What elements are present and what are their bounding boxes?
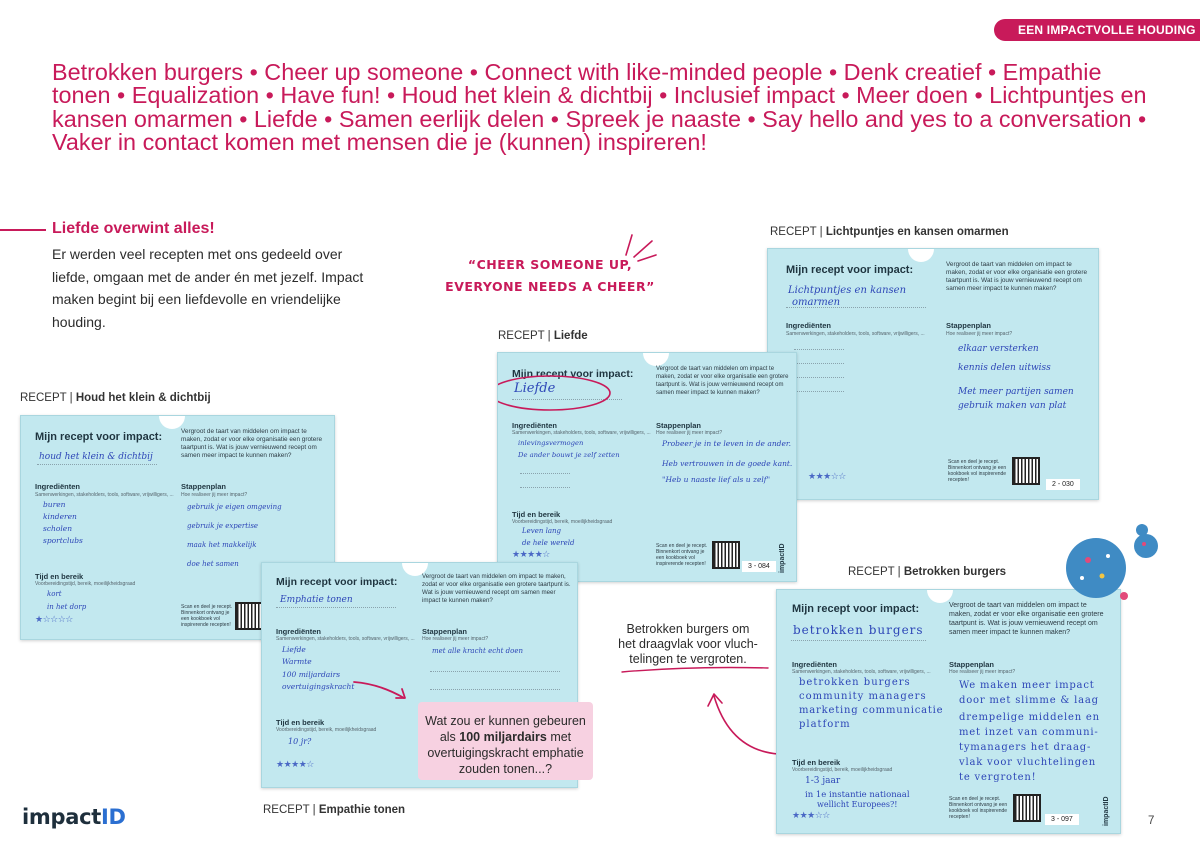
card-title-handwritten: betrokken burgers <box>793 623 924 637</box>
reach-time: Leven lang <box>522 527 562 535</box>
reach-time: 1-3 jaar <box>805 776 841 786</box>
qr-code-icon <box>1012 457 1040 485</box>
steps-subheading: Hoe realiseer jij meer impact? <box>181 492 248 498</box>
card-description: Vergroot de taart van middelen om impact te maken, zodat er voor elke organisatie een grotere taartpunt is. Wat is jouw vernieuwend recept om samen meer impact te kunnen maken? <box>949 602 1104 636</box>
recipe-card-burgers <box>776 589 1121 834</box>
step-7: te vergroten! <box>959 772 1037 783</box>
ingredient-3: scholen <box>43 524 73 533</box>
scan-text: Scan en deel je recept. Binnenkort ontvang je een kookboek vol inspirerende recepten! <box>949 796 1008 820</box>
difficulty-stars: ★☆☆☆☆ <box>35 614 73 624</box>
reach-area: in 1e instantie nationaal <box>805 790 910 800</box>
steps-subheading: Hoe realiseer jij meer impact? <box>946 331 1013 337</box>
card-description: Vergroot de taart van middelen om impact te maken, zodat er voor elke organisatie een grotere taartpunt is. Wat is jouw vernieuwend recept om samen meer impact te kunnen maken? <box>946 261 1088 292</box>
section-title: Liefde overwint alles! <box>52 220 215 237</box>
card-heading: Mijn recept voor impact: <box>276 576 398 588</box>
side-note: Betrokken burgers om het draagvlak voor vluch-telingen te vergroten. <box>618 622 758 666</box>
card-label-burgers: RECEPT | Betrokken burgers <box>848 566 1007 578</box>
ingredient-1: inlevingsvermogen <box>518 439 584 447</box>
card-description: Vergroot de taart van middelen om impact te maken, zodat er voor elke organisatie een grotere taartpunt is. Wat is jouw vernieuwend recept om samen meer impact te kunnen maken? <box>181 428 323 459</box>
difficulty-stars: ★★★★☆ <box>512 549 550 559</box>
qr-code-icon <box>235 602 263 630</box>
recipe-code: 3 - 084 <box>742 561 776 572</box>
section-rule <box>0 229 46 231</box>
ingredient-3: marketing communicatie <box>799 705 944 716</box>
ingredient-4: platform <box>799 719 851 730</box>
curved-arrow-icon <box>700 688 780 758</box>
card-title-handwritten: houd het klein & dichtbij <box>39 452 153 462</box>
intro-keywords: Betrokken burgers • Cheer up someone • Connect with like-minded people • Denk creatief • Empathie tonen • Equalization • Have fun! • Houd het klein & dichtbij • Inclusief impact • Meer doen • Lichtpuntjes en kansen omarmen • Liefde • Samen eerlijk delen • Spreek je naaste • Say hello and yes to a conversation • Vaker in contact komen met mensen die je (kunnen) inspireren! <box>52 59 1147 155</box>
step-1: met alle kracht echt doen <box>432 647 524 655</box>
card-heading: Mijn recept voor impact: <box>786 264 914 276</box>
card-label-liefde: RECEPT | Liefde <box>498 330 588 342</box>
ingredient-2: Warmte <box>282 657 312 666</box>
scan-text: Scan en deel je recept. Binnenkort ontvang je een kookboek vol inspirerende recepten! <box>656 543 708 567</box>
reach-subheading: Voorbereidingstijd, bereik, moeilijkheidsgraad <box>35 581 136 587</box>
reach-subheading: Voorbereidingstijd, bereik, moeilijkheidsgraad <box>276 727 377 733</box>
ingredients-subheading: Samenwerkingen, stakeholders, tools, software, vrijwilligers, ... <box>512 430 651 436</box>
step-1: Probeer je in te leven in de ander. <box>662 439 792 448</box>
step-1: We maken meer impact <box>959 680 1095 691</box>
reach-subheading: Voorbereidingstijd, bereik, moeilijkheidsgraad <box>792 767 893 773</box>
step-6: vlak voor vluchtelingen <box>959 757 1096 768</box>
recipe-card-licht <box>767 248 1099 500</box>
card-description: Vergroot de taart van middelen om impact te maken, zodat er voor elke organisatie een grotere taartpunt is. Wat is jouw vernieuwend recept om samen meer impact te kunnen maken? <box>422 573 571 604</box>
step-3: "Heb u naaste lief als u zelf" <box>662 475 771 484</box>
card-title-line-2: omarmen <box>792 297 841 308</box>
reach-area: de hele wereld <box>522 539 575 547</box>
step-3: maak het makkelijk <box>187 541 257 549</box>
ingredient-1: betrokken burgers <box>799 677 911 688</box>
step-4: met inzet van communi- <box>959 727 1099 738</box>
impactid-logo: impactID <box>22 805 126 829</box>
quote-line-2: EVERYONE NEEDS A CHEER” <box>445 279 655 294</box>
ingredient-3: 100 miljardairs <box>282 670 341 679</box>
reach-heading: Tijd en bereik <box>792 758 841 767</box>
difficulty-stars: ★★★★☆ <box>276 759 314 769</box>
ingredients-subheading: Samenwerkingen, stakeholders, tools, software, vrijwilligers, ... <box>792 669 931 675</box>
ingredients-heading: Ingrediënten <box>35 482 81 491</box>
card-description: Vergroot de taart van middelen om impact te maken, zodat er voor elke organisatie een grotere taartpunt is. Wat is jouw vernieuwend recept om samen meer impact te kunnen maken? <box>656 366 789 396</box>
ingredients-subheading: Samenwerkingen, stakeholders, tools, software, vrijwilligers, ... <box>786 331 925 337</box>
side-logo: impactID <box>779 543 786 573</box>
decorative-dots-icon <box>1062 520 1182 610</box>
reach-area-note: wellicht Europees?! <box>817 800 898 809</box>
card-label-licht: RECEPT | Lichtpuntjes en kansen omarmen <box>770 226 1009 238</box>
steps-subheading: Hoe realiseer jij meer impact? <box>949 669 1016 675</box>
step-1: elkaar versterken <box>958 344 1039 354</box>
recipe-code: 3 - 097 <box>1045 814 1079 825</box>
card-label-empathie: RECEPT | Empathie tonen <box>263 804 406 816</box>
qr-code-icon <box>712 541 740 569</box>
card-heading: Mijn recept voor impact: <box>792 603 920 615</box>
step-2: gebruik je expertise <box>187 522 259 530</box>
step-3: drempelige middelen en <box>959 712 1100 723</box>
ingredients-heading: Ingrediënten <box>792 660 838 669</box>
card-heading: Mijn recept voor impact: <box>35 431 163 443</box>
step-2: door met slimme & laag <box>959 695 1099 706</box>
side-logo: impactID <box>1103 796 1110 826</box>
ingredient-2: kinderen <box>43 512 77 521</box>
ingredient-4: sportclubs <box>43 536 83 545</box>
card-title-handwritten: Emphatie tonen <box>280 595 353 605</box>
sparkle-icon <box>618 225 658 265</box>
ingredient-4: overtuigingskracht <box>282 682 355 691</box>
steps-heading: Stappenplan <box>949 660 995 669</box>
ingredient-1: Liefde <box>282 645 306 654</box>
step-1: gebruik je eigen omgeving <box>187 503 282 511</box>
card-heading: Mijn recept voor impact: <box>512 368 634 380</box>
reach-heading: Tijd en bereik <box>35 572 84 581</box>
step-3: Met meer partijen samen <box>958 387 1074 397</box>
card-title-line-1: Lichtpuntjes en kansen <box>788 285 907 296</box>
highlight-circle-icon <box>497 369 614 413</box>
arrow-icon <box>352 676 412 702</box>
section-body: Er werden veel recepten met ons gedeeld over liefde, omgaan met de ander én met jezelf. Impact maken begint bij een liefdevolle en vriendelijke houding. <box>52 246 364 330</box>
reach-heading: Tijd en bereik <box>512 510 561 519</box>
underline-icon <box>620 664 770 674</box>
card-title-handwritten: Liefde <box>514 381 556 396</box>
steps-heading: Stappenplan <box>181 482 227 491</box>
recipe-card-liefde <box>497 352 797 582</box>
ingredient-2: De ander bouwt je zelf zetten <box>518 451 620 459</box>
qr-code-icon <box>1013 794 1041 822</box>
steps-subheading: Hoe realiseer jij meer impact? <box>656 430 723 436</box>
ingredients-heading: Ingrediënten <box>276 627 322 636</box>
step-2: Heb vertrouwen in de goede kant. <box>662 459 793 468</box>
reach-time: 10 jr? <box>288 737 312 746</box>
reach-area: in het dorp <box>47 603 87 611</box>
scan-text: Scan en deel je recept. Binnenkort ontvang je een kookboek vol inspirerende recepten! <box>948 459 1007 483</box>
ingredient-1: buren <box>43 500 66 509</box>
ingredients-subheading: Samenwerkingen, stakeholders, tools, software, vrijwilligers, ... <box>35 492 174 498</box>
difficulty-stars: ★★★☆☆ <box>792 810 830 820</box>
ingredients-heading: Ingrediënten <box>786 321 832 330</box>
ingredients-heading: Ingrediënten <box>512 421 558 430</box>
reach-heading: Tijd en bereik <box>276 718 325 727</box>
step-5: tymanagers het draag- <box>959 742 1092 753</box>
steps-subheading: Hoe realiseer jij meer impact? <box>422 636 489 642</box>
steps-heading: Stappenplan <box>946 321 992 330</box>
ingredients-subheading: Samenwerkingen, stakeholders, tools, software, vrijwilligers, ... <box>276 636 415 642</box>
step-2: kennis delen uitwiss <box>958 363 1051 373</box>
step-4: doe het samen <box>187 560 239 568</box>
recipe-code: 2 - 030 <box>1046 479 1080 490</box>
difficulty-stars: ★★★☆☆ <box>808 471 846 481</box>
scan-text: Scan en deel je recept. Binnenkort ontvang je een kookboek vol inspirerende recepten! <box>181 604 233 628</box>
reach-subheading: Voorbereidingstijd, bereik, moeilijkheidsgraad <box>512 519 613 525</box>
steps-heading: Stappenplan <box>656 421 702 430</box>
card-label-houd: RECEPT | Houd het klein & dichtbij <box>20 392 211 404</box>
steps-heading: Stappenplan <box>422 627 468 636</box>
section-tag: EEN IMPACTVOLLE HOUDING <box>994 19 1200 41</box>
quote-line-1: “CHEER SOMEONE UP, <box>467 257 633 272</box>
callout-box: Wat zou er kunnen gebeuren als 100 miljardairs met overtuigingskracht emphatie zouden tonen...? <box>418 702 593 780</box>
ingredient-2: community managers <box>799 691 927 702</box>
page-number: 7 <box>1148 815 1155 827</box>
reach-time: kort <box>47 590 62 598</box>
step-4: gebruik maken van plat <box>958 401 1067 411</box>
